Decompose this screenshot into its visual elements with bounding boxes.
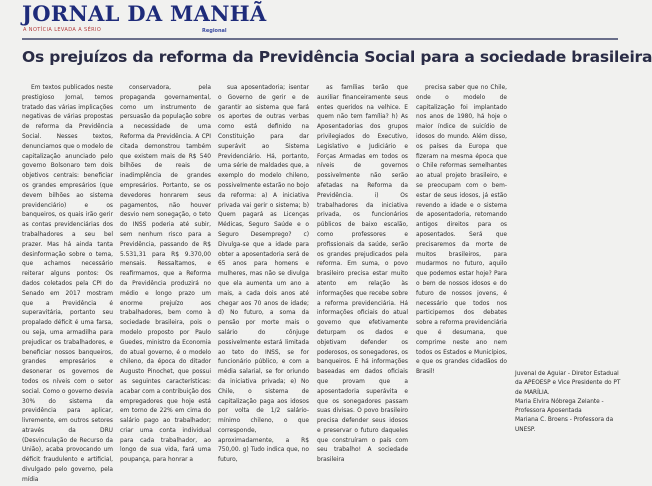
column-text: Em textos publicados neste prestigioso Jornal, temos tratado das várias implicações negativas de várias propostas de reforma da Previdência Social. Nesses textos, denunciamos que o modelo de capitalização anunciado pelo governo Bolsonaro tem dois objetivos centrais: beneficiar os grandes empresários (que devem bilhões ao sistema previdenciário) e os banqueiros, os quais irão gerir as contas previdenciárias dos trabalhadores a seu bel prazer. Mas há ainda tanta desinformação sobre o tema, que achamos necessário reiterar alguns pontos: Os dados coletados pela CPI do Senado em 2017 mostram que a Previdência é superavitária, portanto seu propalado déficit é uma farsa, ou seja, uma armadilha para prejudicar os trabalhadores, e beneficiar nossos banqueiros, grandes empresários e desonerar os governos de todos os níveis com o setor social. Como o governo desvia 30% do sistema da previdência para aplicar, livremente, em outros setores através da DRU (Desvinculação de Recurso da União), acaba provocando um déficit fraudulento e artificial, divulgado pelo governo, pela mídia xyxy=(22,85,113,483)
column-text: sua aposentadoria; isentar o Governo de gerir e de garantir ao sistema que fará os aportes de outras verbas como está definido na Constituição para dar superávit ao Sistema Previdenciário. Há, portanto, uma série de maldades que, a exemplo do modelo chileno, possivelmente estarão no bojo da reforma: a) A iniciativa privada vai gerir o sistema; b) Quem pagará as Licenças Médicas, Seguro Saúde e o Seguro Desemprego? c) Divulga-se que a idade para obter a aposentadoria será de 65 anos para homens e mulheres, mas não se divulga que ela aumenta um ano a mais, a cada dois anos até chegar aos 70 anos de idade; d) No futuro, a soma da pensão por morte mais o salário do cônjuge possivelmente estará limitada ao teto do INSS, se for funcionário público, e com a média salarial, se for oriundo da iniciativa privada; e) No Chile, o sistema de capitalização paga aos idosos por volta de 1/2 salário-mínimo chileno, o que corresponde, aproximadamente, a R$ 750,00. g) Tudo indica que, no futuro, xyxy=(218,85,309,464)
article-column-2 xyxy=(120,84,211,464)
signature-line: Juvenal de Aguiar - Diretor Estadual da APEOESP e Vice Presidente do PT de MARÍLIA. xyxy=(515,371,621,396)
article-column-4 xyxy=(317,84,408,464)
author-signatures xyxy=(515,370,625,435)
edition-label: Regional xyxy=(202,28,227,34)
masthead xyxy=(22,2,622,36)
article-column-3 xyxy=(218,84,309,464)
column-text: conservadora, pela propaganda governamental, como um instrumento de persuasão da população sobre a necessidade de uma Reforma da Previdência. A CPI citada demonstrou também que existem mais de R$ 540 bilhões de reais de inadimplência de grandes empresários. Portanto, se os devedores honrarem seus pagamentos, não houver desvio nem sonegação, o teto do INSS poderia até subir, sem nenhum risco para a Previdência, passando de R$ 5.531,31 para R$ 9.370,00 mensais. Ressaltamos, e reafirmamos, que a Reforma da Previdência produzirá no médio e longo prazo um enorme prejuízo aos trabalhadores, bem como à sociedade brasileira, pois o modelo proposto por Paulo Guedes, ministro da Economia do atual governo, é o modelo chileno, da época do ditador Augusto Pinochet, que possui as seguintes características: acabar com a contribuição dos empregadores que hoje está em torno de 22% em cima do salário pago ao trabalhador; criar uma conta individual para cada trabalhador, ao longo de sua vida, fará uma poupança, para honrar a xyxy=(120,85,211,464)
article-column-1 xyxy=(22,84,113,483)
masthead-divider xyxy=(22,38,618,40)
signature-line: Maria Elvira Nóbrega Zelante - Professora Aposentada xyxy=(515,398,604,415)
newspaper-brand: JORNAL DA MANHÃ xyxy=(22,1,267,26)
column-text: precisa saber que no Chile, onde o modelo de capitalização foi implantado nos anos de 1980, há hoje o maior índice de suicídio de idosos do mundo. Além disso, os países da Europa que fizeram na mesma época que o Chile reformas semelhantes ao atual projeto brasileiro, e se preocupam com o bem-estar de seus idosos, já estão revendo a idade e o sistema de aposentadoria, retomando antigos direitos para os aposentados. Será que precisaremos da morte de muitos brasileiros, para mudarmos no futuro, aquilo que podemos estar hoje? Para o bem de nossos idosos e do futuro de nossos jovens, é necessário que todos nos participemos dos debates sobre a reforma previdenciária que é desumana, que comprime neste ano nem todos os Estados e Municípios, e que os grandes cidadãos do Brasil! xyxy=(416,85,507,376)
newspaper-tagline: A NOTÍCIA LEVADA A SÉRIO xyxy=(23,27,102,33)
article-headline: Os prejuízos da reforma da Previdência Social para a sociedade brasileira xyxy=(22,48,652,66)
signature-line: Mariana C. Broens - Professora da UNESP. xyxy=(515,417,614,433)
article-column-5 xyxy=(416,84,507,434)
column-text: as famílias terão que auxiliar financeiramente seus entes queridos na velhice. E quem não tem família? h) As Aposentadorias dos grupos privilegiados do Executivo, Legislativo e Judiciário e Forças Armadas em todos os níveis de governos possivelmente não serão afetadas na Reforma da Previdência. i) Os trabalhadores da iniciativa privada, os funcionários públicos de baixo escalão, como professores e profissionais da saúde, serão os grandes prejudicados pela reforma. Em suma, o povo brasileiro precisa estar muito atento em relação às informações que recebe sobre a reforma previdenciária. Há informações oficiais do atual governo que efetivamente deturpam os dados e objetivam defender os poderosos, os sonegadores, os banqueiros. E há informações baseadas em dados oficiais que provam que a aposentadoria superávita e que os sonegadores passam suas divisas. O povo brasileiro precisa defender seus idosos e preservar o futuro daqueles que construíram o país com seu trabalho! A sociedade brasileira xyxy=(317,85,408,464)
